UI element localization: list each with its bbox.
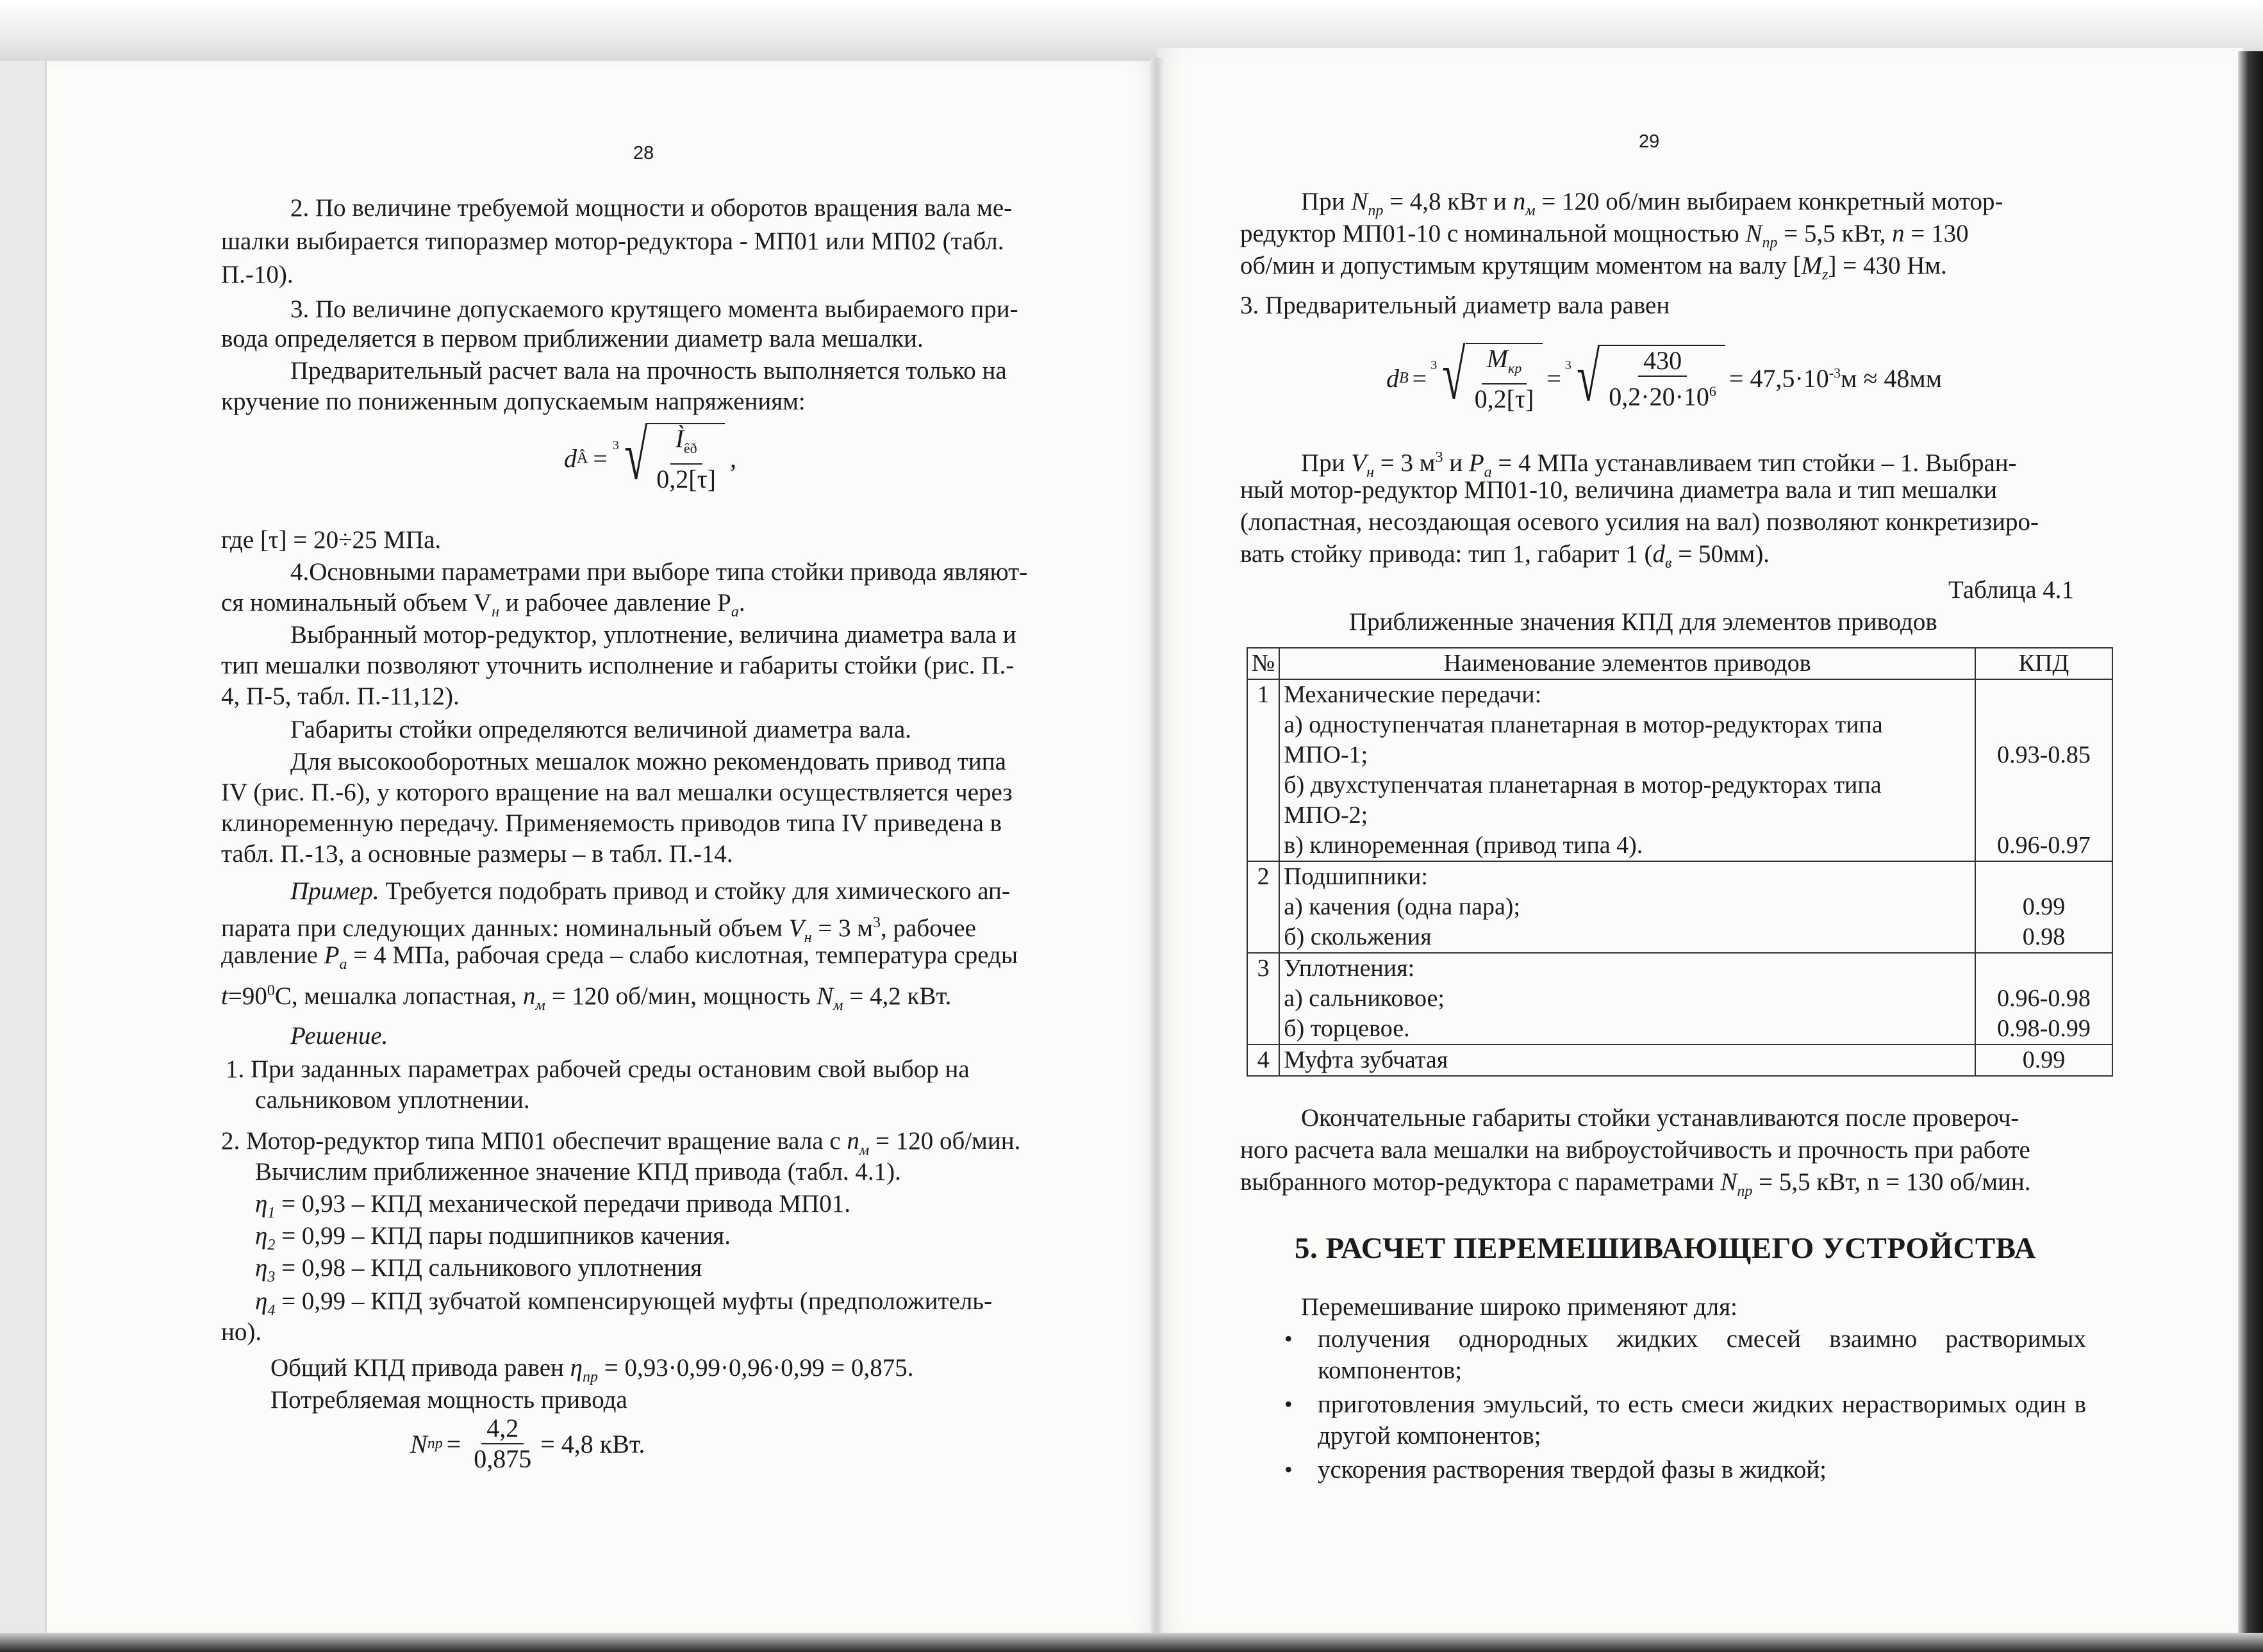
description-line: МПО-1; (1284, 741, 1368, 768)
formula-lhs: N (410, 1429, 427, 1458)
efficiency-value (1980, 770, 2108, 800)
efficiency-value (1980, 954, 2108, 984)
page-number-right: 29 (1639, 131, 1660, 152)
efficiency-value (1980, 800, 2108, 830)
fraction: $\frac{M_{кр}}{0,2[\tau]}$ (1474, 344, 1534, 413)
paragraph-line: ный мотор-редуктор МП01-10, величина диаметра вала и тип мешалки (1240, 476, 1998, 504)
example-line: Пример. Требуется подобрать привод и стойку для химического ап- (290, 877, 1010, 905)
fraction-denominator: 0,2[τ] (656, 465, 716, 493)
paragraph-line: 4, П-5, табл. П.-11,12). (221, 682, 460, 710)
equals-sign: = (446, 1429, 461, 1458)
description-line: а) сальниковое; (1284, 985, 1445, 1012)
solution-item-1-cont: сальниковом уплотнении. (255, 1086, 530, 1114)
paragraph-line: Окончательные габариты стойки устанавливаются после провероч- (1301, 1104, 2019, 1132)
description-line: Уплотнения: (1284, 955, 1415, 982)
eta-line-4: $\eta_4 = 0,99$ – КПД зубчатой компенсирующей муфты (предположитель- (255, 1287, 993, 1319)
eta-line-3: $\eta_3 = 0,98$ – КПД сальникового уплотнения (255, 1254, 702, 1285)
eta-line-tail: но). (221, 1318, 262, 1346)
paragraph-line: тип мешалки позволяют уточнить исполнение и габариты стойки (рис. П.- (221, 652, 1015, 679)
table-title: Приближенные значения КПД для элементов приводов (1349, 608, 1937, 636)
paragraph-line: шалки выбирается типоразмер мотор-редуктора - МП01 или МП02 (табл. (221, 227, 1004, 255)
description-line: Подшипники: (1284, 863, 1428, 890)
efficiency-table (1247, 647, 2113, 1077)
paragraph-line: клиноременную передачу. Применяемость приводов типа IV приведена в (221, 809, 1002, 837)
efficiency-value: 0.96-0.97 (1997, 832, 2091, 859)
paragraph-line: табл. П.-13, а основные размеры – в табл. П.-14. (221, 840, 733, 868)
cube-root-1: 3 √ $\frac{M_{кр}}{0,2[\tau]}$ (1430, 343, 1543, 414)
description-line: б) торцевое. (1284, 1015, 1410, 1042)
paragraph-line: 3. По величине допускаемого крутящего момента выбираемого при- (290, 295, 1018, 323)
row-description (1279, 679, 1975, 861)
example-line: давление $P_а = 4$ МПа, рабочая среда – слабо кислотная, температура среды (221, 941, 1018, 973)
description-line: б) скольжения (1284, 923, 1432, 950)
row-efficiency (1975, 1045, 2112, 1076)
solution-label: Решение. (290, 1022, 388, 1050)
numerator-sub: êð (683, 440, 697, 456)
formula-lhs: d (1386, 364, 1399, 393)
list-item: • ускорения растворения твердой фазы в жидкой; (1282, 1454, 2086, 1485)
formula-power (410, 1414, 645, 1474)
table-row (1247, 679, 2112, 861)
efficiency-value: 0.98 (2022, 923, 2066, 950)
fraction-numerator: 4,2 (481, 1414, 524, 1444)
paragraph-line: IV (рис. П.-6), у которого вращение на вал мешалки осуществляется через (221, 779, 1013, 806)
efficiency-value (1980, 710, 2108, 740)
table-row (1247, 953, 2112, 1045)
paragraph-line: 4.Основными параметрами при выборе типа стойки привода являют- (290, 558, 1028, 586)
paragraph-line: П.-10). (221, 261, 294, 288)
table-header-row (1247, 648, 2112, 679)
paragraph-line: кручение по пониженным допускаемым напряжениям: (221, 388, 806, 415)
paragraph-line: вать стойку привода: тип 1, габарит 1 $(d_в = 50мм)$. (1240, 540, 1770, 572)
row-efficiency (1975, 953, 2112, 1045)
example-line: $t=90^0С$, мешалка лопастная, $n_м = 120$ об/мин, мощность $N_м = 4,2$ кВт. (221, 982, 952, 1014)
fraction (468, 1414, 536, 1474)
description-line: Механические передачи: (1284, 681, 1542, 708)
row-number: 2 (1247, 861, 1279, 953)
power-line: Потребляемая мощность привода (270, 1386, 627, 1414)
bullet-list (1282, 1323, 2086, 1488)
column-header: № (1247, 648, 1279, 679)
efficiency-value: 0.93-0.85 (1997, 741, 2091, 768)
cube-root-2: 3 √ $\frac{430}{0,2\cdot 20\cdot 10^6}$ (1565, 345, 1725, 411)
fraction-numerator: Ì (675, 424, 684, 453)
paragraph-line: (лопастная, несоздающая осевого усилия на вал) позволяют конкретизиро- (1240, 508, 2039, 536)
solution-item-1: 1. При заданных параметрах рабочей среды остановим свой выбор на (226, 1055, 970, 1083)
list-item: • приготовления эмульсий, то есть смеси жидких нерастворимых один в другой компонентов; (1282, 1389, 2086, 1451)
item-3-line: 3. Предварительный диаметр вала равен (1240, 292, 1670, 319)
paragraph-line: выбранного мотор-редуктора с параметрами $N_{пр} = 5,5$ кВт, n = 130 об/мин. (1240, 1168, 2031, 1200)
paragraph-line: Предварительный расчет вала на прочность выполняется только на (290, 357, 1007, 384)
efficiency-value: 0.98-0.99 (1997, 1015, 2091, 1042)
where-line: где [τ] = 20÷25 МПа. (221, 526, 442, 554)
row-description (1279, 953, 1975, 1045)
total-efficiency-line: Общий КПД привода равен $\eta_{пр} = 0,93\cdot 0,99\cdot 0,96\cdot 0,99 = 0,875$. (270, 1354, 914, 1385)
formula-lhs: d (564, 444, 577, 473)
fraction (651, 424, 721, 494)
formula-shaft-diameter-value: d В = 3 √ $\frac{M_{кр}}{0,2[\tau]}$ = 3 √ $\frac{430}{0,2\cdot 20\cdot 10^6}$ = $47,5\cdot 10^{-3}м \approx 48мм$ (1386, 336, 1943, 417)
paragraph-line: 2. По величине требуемой мощности и оборотов вращения вала ме- (290, 194, 1013, 222)
row-number: 3 (1247, 953, 1279, 1045)
page-number-left: 28 (633, 143, 654, 163)
paragraph-line: ся номинальный объем $V_н$ и рабочее давление $P_а$. (221, 589, 745, 620)
column-header: Наименование элементов приводов (1279, 648, 1975, 679)
paragraph-line: Выбранный мотор-редуктор, уплотнение, величина диаметра вала и (290, 621, 1016, 648)
table-row (1247, 1045, 2112, 1076)
efficiency-value: 0.96-0.98 (1997, 985, 2091, 1012)
paragraph-line: При $N_{пр} = 4,8$ кВт и $n_м = 120$ об/мин выбираем конкретный мотор- (1301, 188, 2003, 219)
description-line: а) одноступенчатая планетарная в мотор-редукторах типа (1284, 711, 1883, 738)
row-efficiency (1975, 861, 2112, 953)
solution-item-2-cont: Вычислим приближенное значение КПД привода (табл. 4.1). (255, 1158, 901, 1185)
efficiency-value: 0.99 (2022, 1046, 2066, 1073)
row-number: 1 (1247, 679, 1279, 861)
formula-shaft-diameter (564, 416, 736, 494)
table-row (1247, 861, 2112, 953)
row-efficiency (1975, 679, 2112, 861)
efficiency-value: 0.99 (2022, 893, 2066, 920)
formula-lhs-sub: пр (427, 1435, 443, 1452)
formula-lhs-sub: Â (577, 450, 588, 467)
description-line: б) двухступенчатая планетарная в мотор-редукторах типа (1284, 772, 1882, 798)
section-heading: 5. РАСЧЕТ ПЕРЕМЕШИВАЮЩЕГО УСТРОЙСТВА (1295, 1232, 2037, 1265)
row-number: 4 (1247, 1045, 1279, 1076)
paragraph-line: редуктор МП01-10 с номинальной мощностью $N_{пр} = 5,5$ кВт, n = 130 (1240, 220, 1969, 251)
scan-bottom-margin (0, 1633, 2263, 1652)
column-header: КПД (1975, 648, 2112, 679)
paragraph-line: об/мин и допустимым крутящим моментом на валу $[M_z] = 430$ Нм. (1240, 252, 1947, 283)
row-description (1279, 1045, 1975, 1076)
eta-line-2: $\eta_2 = 0,99$ – КПД пары подшипников качения. (255, 1222, 731, 1253)
intro-line: Перемешивание широко применяют для: (1301, 1293, 1737, 1321)
fraction: $\frac{430}{0,2\cdot 20\cdot 10^6}$ (1609, 346, 1716, 411)
list-item: • получения однородных жидких смесей взаимно растворимых компонентов; (1282, 1323, 2086, 1386)
paragraph-line: При $V_н = 3$ $м^3$ и $P_а = 4$ МПа устанавливаем тип стойки – 1. Выбран- (1301, 449, 2017, 481)
row-description (1279, 861, 1975, 953)
book-spine (1150, 58, 1163, 1637)
paragraph-line: вода определяется в первом приближении диаметр вала мешалки. (221, 325, 924, 352)
efficiency-value (1980, 680, 2108, 710)
paragraph-line: ного расчета вала мешалки на виброустойчивость и прочность при работе (1240, 1136, 2030, 1164)
efficiency-value (1980, 862, 2108, 892)
eta-line-1: $\eta_1 = 0,93$ – КПД механической передачи привода МП01. (255, 1190, 851, 1221)
description-line: а) качения (одна пара); (1284, 893, 1521, 920)
formula-rhs: = 4,8 кВт. (540, 1429, 645, 1458)
equals-sign: = (593, 444, 608, 473)
description-line: в) клиноременная (привод типа 4). (1284, 832, 1643, 859)
example-line: парата при следующих данных: номинальный объем $V_н = 3$ $м^3$, рабочее (221, 914, 976, 946)
paragraph-line: Габариты стойки определяются величиной диаметра вала. (290, 716, 912, 743)
root-index: 3 (612, 438, 619, 452)
formula-tail: , (730, 444, 736, 473)
table-label: Таблица 4.1 (1948, 576, 2075, 604)
fraction-denominator: 0,875 (474, 1444, 532, 1473)
description-line: Муфта зубчатая (1284, 1046, 1448, 1073)
paragraph-line: Для высокооборотных мешалок можно рекомендовать привод типа (290, 748, 1006, 775)
cube-root: 3 √ $\frac{Ì_{êð}}{0,2[\tau]}$ (613, 423, 725, 494)
solution-item-2: 2. Мотор-редуктор типа МП01 обеспечит вращение вала с $n_м = 120$ об/мин. (221, 1127, 1021, 1159)
formula-lhs-sub: В (1399, 370, 1409, 386)
description-line: МПО-2; (1284, 802, 1368, 829)
scan-right-edge (2238, 51, 2263, 1634)
